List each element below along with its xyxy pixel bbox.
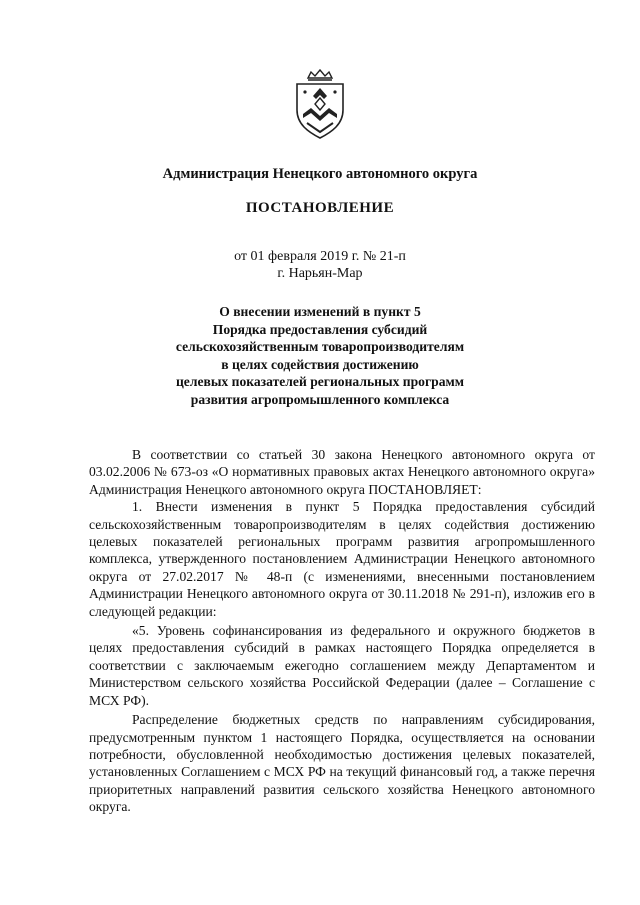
body-paragraph: В соответствии со статьей 30 закона Ненецкого автономного округа от 03.02.2006 № 673-оз «О нормативных правовых актах Ненецкого автономного округа» Администрация Ненецкого автономного округа ПОСТАНОВЛЯЕТ:	[89, 447, 595, 497]
body-paragraph: «5. Уровень софинансирования из федерального и окружного бюджетов в целях предоставления субсидий в рамках настоящего Порядка определяется в соответствии с заключаемым ежегодно соглашением между Департаментом и Министерством сельского хозяйства Российской Федерации (далее – Соглашение с МСХ РФ).	[89, 623, 595, 708]
title-line: О внесении изменений в пункт 5	[219, 304, 421, 319]
body-paragraph: Распределение бюджетных средств по направлениям субсидирования, предусмотренным пунктом 1 настоящего Порядка, осуществляется на основании потребности, обусловленной необходимостью достижения целевых показателей, установленных Соглашением с МСХ РФ на текущий финансовый год, а также перечня приоритетных направлений развития сельского хозяйства Ненецкого автономного округа.	[89, 712, 595, 815]
document-type: ПОСТАНОВЛЕНИЕ	[245, 200, 395, 216]
title-line: развития агропромышленного комплекса	[190, 391, 450, 407]
document-city: г. Нарьян-Мар	[277, 266, 363, 281]
body-paragraph: 1. Внести изменения в пункт 5 Порядка предоставления субсидий сельскохозяйственным товаропроизводителям в целях содействия достижению целевых показателей региональных программ развития агропромышленного комплекса, утвержденного постановлением Администрации Ненецкого автономного округа от 27.02.2017 № 48-п (с изменениями, внесенными постановлением Администрации Ненецкого автономного округа от 30.11.2018 № 291-п), изложив его в следующей редакции:	[89, 499, 595, 619]
coat-of-arms-icon	[291, 68, 349, 140]
title-line: в целях содействия достижению	[221, 356, 419, 372]
document-body	[89, 446, 595, 816]
title-line: целевых показателей региональных программ	[175, 374, 465, 390]
title-line: сельскохозяйственным товаропроизводителям	[175, 339, 465, 355]
document-title	[0, 303, 640, 409]
title-line: Порядка предоставления субсидий	[212, 321, 428, 337]
document-date-number: от 01 февраля 2019 г. № 21-п	[234, 249, 406, 264]
organization-name: Администрация Ненецкого автономного округа	[162, 166, 478, 182]
